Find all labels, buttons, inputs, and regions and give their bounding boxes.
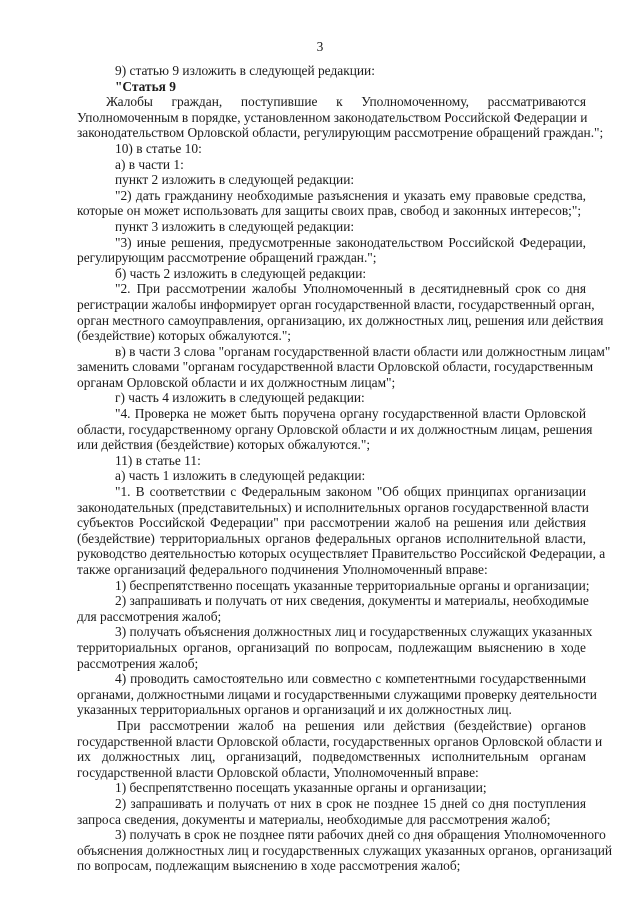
text-line: (бездействие) территориальных органов федеральных органов исполнительной власти, [77, 530, 586, 546]
text-line: 1) беспрепятственно посещать указанные органы и организации; [115, 780, 487, 796]
text-line: законодательством Орловской области, регулирующим рассмотрение обращений граждан."; [77, 125, 604, 141]
text-line: г) часть 4 изложить в следующей редакции: [115, 390, 365, 406]
text-line: Уполномоченным в порядке, установленном законодательством Российской Федерации и [77, 109, 588, 125]
text-line: а) в части 1: [115, 156, 184, 172]
text-line: области, государственному органу Орловской области и их должностным лицам, решения [77, 421, 593, 437]
page-number: 3 [316, 39, 324, 54]
text-line: регулирующим рассмотрение обращений граждан."; [77, 250, 377, 266]
text-line: органам Орловской области и их должностным лицам"; [77, 374, 396, 390]
text-line: Жалобы граждан, поступившие к Уполномоченному, рассматриваются [106, 94, 586, 110]
text-line: 3) получать объяснения должностных лиц и государственных служащих указанных [115, 624, 593, 640]
text-line: При рассмотрении жалоб на решения или действия (бездействие) органов [117, 717, 586, 733]
text-line: 9) статью 9 изложить в следующей редакции: [115, 63, 375, 78]
text-line: "3) иные решения, предусмотренные законодательством Российской Федерации, [115, 234, 586, 250]
text-line: объяснения должностных лиц и государственных служащих указанных органов, организаций [77, 842, 613, 858]
text-line: в) в части 3 слова "органам государственной власти области или должностным лицам" [115, 343, 611, 359]
text-line: указанных территориальных органов и организаций и их должностных лиц. [77, 702, 512, 718]
text-line: 11) в статье 11: [115, 452, 201, 468]
text-line: орган местного самоуправления, организацию, их должностных лиц, решения или действия [77, 312, 604, 328]
text-line: 1) беспрепятственно посещать указанные территориальные органы и организации; [115, 577, 590, 593]
text-line: регистрации жалобы информирует орган государственной власти, государственный орган, [77, 296, 595, 312]
text-line: государственной власти Орловской области, государственных органов Орловской области и [77, 733, 603, 749]
text-line: "2) дать гражданину необходимые разъяснения и указать ему правовые средства, [115, 187, 586, 203]
text-line: (бездействие) которых обжалуются."; [77, 328, 292, 344]
text-line: также организаций федерального подчинения Уполномоченный вправе: [77, 562, 488, 577]
text-line: 3) получать в срок не позднее пяти рабочих дней со дня обращения Уполномоченного [115, 827, 606, 843]
text-line: для рассмотрения жалоб; [77, 608, 222, 624]
text-line: "Статья 9 [115, 78, 176, 94]
text-line: государственной власти Орловской области, Уполномоченный вправе: [77, 764, 479, 780]
text-line: их должностных лиц, организаций, подведомственных исполнительным органам [77, 749, 586, 765]
text-line: территориальных органов, организаций по вопросам, подлежащим выяснению в ходе [77, 639, 586, 655]
text-line: рассмотрения жалоб; [77, 655, 199, 671]
text-line: заменить словами "органам государственной власти Орловской области, государственным [77, 359, 594, 375]
text-line: запроса сведения, документы и материалы, необходимые для рассмотрения жалоб; [77, 811, 551, 827]
text-line: субъектов Российской Федерации" при рассмотрении жалоб на решения или действия [77, 515, 586, 531]
text-line: "1. В соответствии с Федеральным законом "Об общих принципах организации [115, 484, 586, 500]
text-line: 2) запрашивать и получать от них в срок не позднее 15 дней со дня поступления [115, 795, 586, 811]
text-line: б) часть 2 изложить в следующей редакции: [115, 265, 367, 281]
text-line: по вопросам, подлежащим выяснению в ходе рассмотрения жалоб; [77, 858, 461, 874]
text-line: пункт 2 изложить в следующей редакции: [115, 172, 355, 188]
text-line: 10) в статье 10: [115, 140, 202, 156]
text-line: которые он может использовать для защиты своих прав, свобод и законных интересов;"; [77, 203, 582, 219]
text-line: пункт 3 изложить в следующей редакции: [115, 218, 355, 234]
text-line: 4) проводить самостоятельно или совместно с компетентными государственными [115, 671, 586, 687]
text-line: органами, должностными лицами и государственными служащими проверку деятельности [77, 686, 597, 702]
text-line: законодательных (представительных) и исполнительных органов государственной власти [77, 499, 589, 515]
text-line: а) часть 1 изложить в следующей редакции: [115, 468, 366, 484]
text-line: "2. При рассмотрении жалобы Уполномоченный в десятидневный срок со дня [115, 281, 586, 297]
text-line: руководство деятельностью которых осуществляет Правительство Российской Федерации, а [77, 546, 606, 562]
text-line: "4. Проверка не может быть поручена органу государственной власти Орловской [115, 406, 586, 422]
text-line: 2) запрашивать и получать от них сведения, документы и материалы, необходимые [115, 593, 589, 609]
text-line: или действия (бездействие) которых обжалуются."; [77, 437, 371, 453]
document-body [77, 63, 613, 874]
